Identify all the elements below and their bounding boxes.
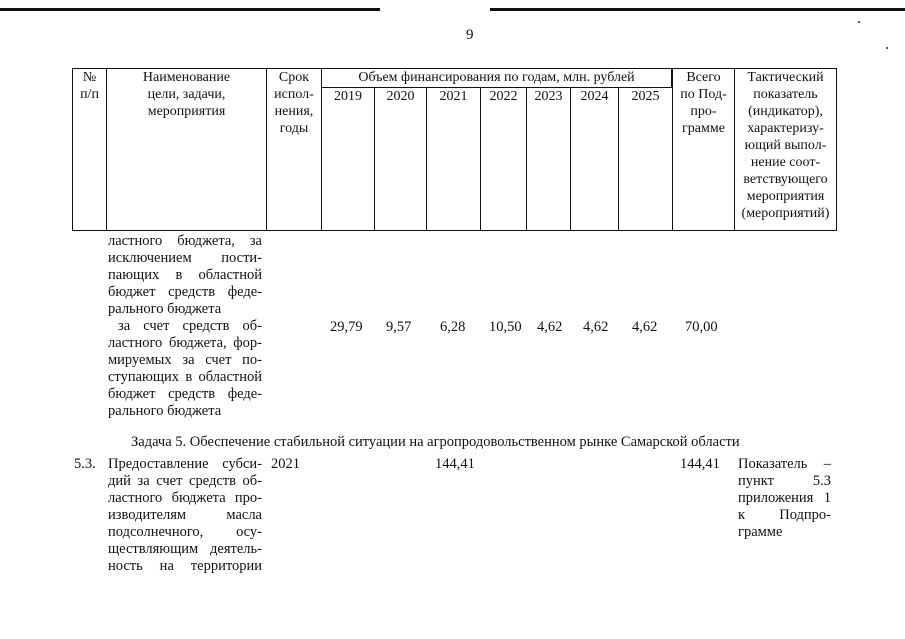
row-line: к Подпро- [738,507,831,523]
row-line: ступающих в областной [108,369,262,385]
value-2024: 4,62 [583,319,609,335]
row-line: дий за счет средств об- [108,473,262,489]
row-line: ластного бюджета, фор- [108,335,262,351]
row-line: за счет средств об- [118,318,262,334]
page-number: 9 [466,27,474,43]
value-2019: 29,79 [330,319,363,335]
scan-speck [858,21,860,23]
header-financing: Объем финансирования по годам, млн. рублей [321,68,672,88]
task-heading: Задача 5. Обеспечение стабильной ситуации на агропродовольственном рынке Самарской области [131,434,740,450]
row-line: рального бюджета [108,301,222,317]
row-line: изводителям масла [108,507,262,523]
row-line: исключением пости- [108,250,262,266]
header-year: 2020 [374,87,427,231]
header-year: 2022 [480,87,527,231]
row-line: бюджет средств феде- [108,284,262,300]
header-total: Всего по Под- про- грамме [672,68,735,231]
header-number: № п/п [72,68,107,231]
row-line: ластного бюджета, за [108,233,262,249]
row-line: приложения 1 [738,490,831,506]
row-term: 2021 [271,456,300,472]
row-indicator-text [738,456,831,541]
row-line: ществляющим деятель- [108,541,262,557]
row-line: рального бюджета [108,403,222,419]
value-2021: 144,41 [435,456,475,472]
row-line: Показатель – [738,456,831,472]
value-2020: 9,57 [386,319,412,335]
header-name: Наименование цели, задачи, мероприятия [106,68,267,231]
top-rule-gap [380,7,490,12]
row-funding-source-text [108,318,262,420]
row-line: бюджет средств феде- [108,386,262,402]
value-2022: 10,50 [489,319,522,335]
header-year: 2024 [570,87,619,231]
header-year: 2019 [321,87,375,231]
header-year: 2021 [426,87,481,231]
header-indicator: Тактический показатель (индикатор), характеризу- ющий выпол- нение соот- ветствующего мероприятия (мероприятий) [734,68,837,231]
row-line: грамме [738,524,783,540]
value-2021: 6,28 [440,319,466,335]
row-continuation-text [108,233,262,318]
header-year: 2025 [618,87,673,231]
row-measure-text [108,456,262,575]
value-2025: 4,62 [632,319,658,335]
value-total: 144,41 [680,456,720,472]
row-line: подсолнечного, осу- [108,524,262,540]
value-2023: 4,62 [537,319,563,335]
row-line: мируемых за счет по- [108,352,262,368]
header-term: Срок испол- нения, годы [266,68,322,231]
header-year: 2023 [526,87,571,231]
row-line: пункт 5.3 [738,473,831,489]
value-total: 70,00 [685,319,718,335]
row-number: 5.3. [74,456,96,472]
row-line: ность на территории [108,558,262,574]
row-line: пающих в областной [108,267,262,283]
row-line: ластного бюджета про- [108,490,262,506]
scan-speck [886,47,888,49]
row-line: Предоставление субси- [108,456,262,472]
